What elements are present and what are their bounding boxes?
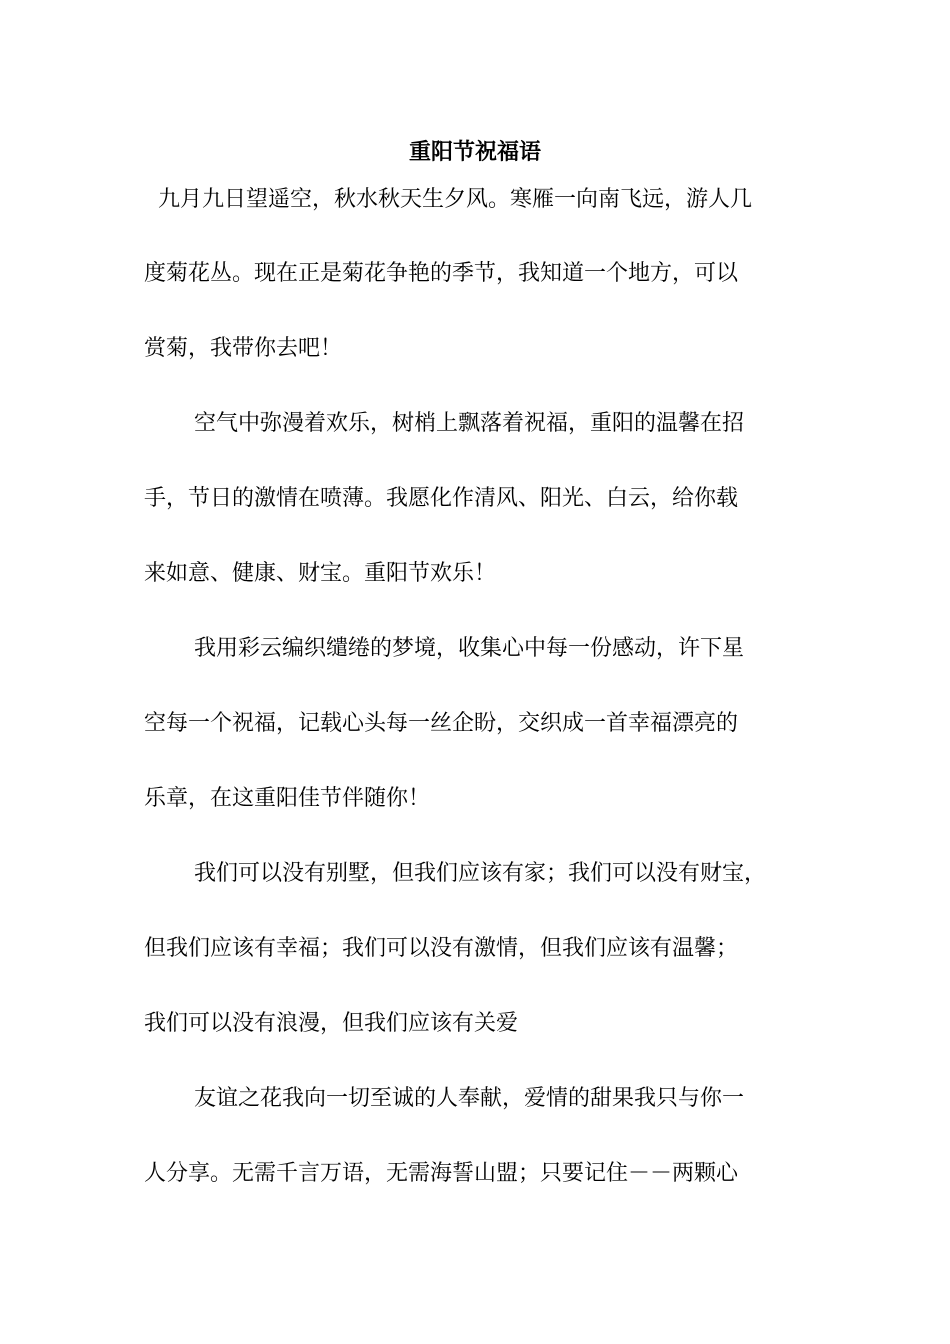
paragraph-line: 赏菊，我带你去吧！: [144, 336, 343, 361]
paragraph-line: 我们可以没有浪漫，但我们应该有关爱: [144, 1011, 519, 1036]
paragraph-line: 我们可以没有别墅，但我们应该有家；我们可以没有财宝，: [194, 861, 767, 886]
paragraph-line: 度菊花丛。现在正是菊花争艳的季节，我知道一个地方，可以: [144, 261, 739, 286]
paragraph-line: 友谊之花我向一切至诚的人奉献，爱情的甜果我只与你一: [194, 1086, 745, 1111]
document-title: 重阳节祝福语: [408, 139, 541, 165]
paragraph-line: 但我们应该有幸福；我们可以没有激情，但我们应该有温馨；: [144, 936, 739, 961]
paragraph-line: 来如意、健康、财宝。重阳节欢乐！: [144, 561, 497, 586]
paragraph-line: 乐章，在这重阳佳节伴随你！: [144, 786, 431, 811]
paragraph-line: 空每一个祝福，记载心头每一丝企盼，交织成一首幸福漂亮的: [144, 711, 739, 736]
paragraph-line: 九月九日望遥空，秋水秋天生夕风。寒雁一向南飞远，游人几: [158, 187, 753, 212]
paragraph-line: 我用彩云编织缱绻的梦境，收集心中每一份感动，许下星: [194, 636, 745, 661]
paragraph-line: 人分享。无需千言万语，无需海誓山盟；只要记住－－两颗心: [144, 1161, 739, 1186]
paragraph-line: 手，节日的激情在喷薄。我愿化作清风、阳光、白云，给你载: [144, 486, 739, 511]
paragraph-line: 空气中弥漫着欢乐，树梢上飘落着祝福，重阳的温馨在招: [194, 411, 745, 436]
